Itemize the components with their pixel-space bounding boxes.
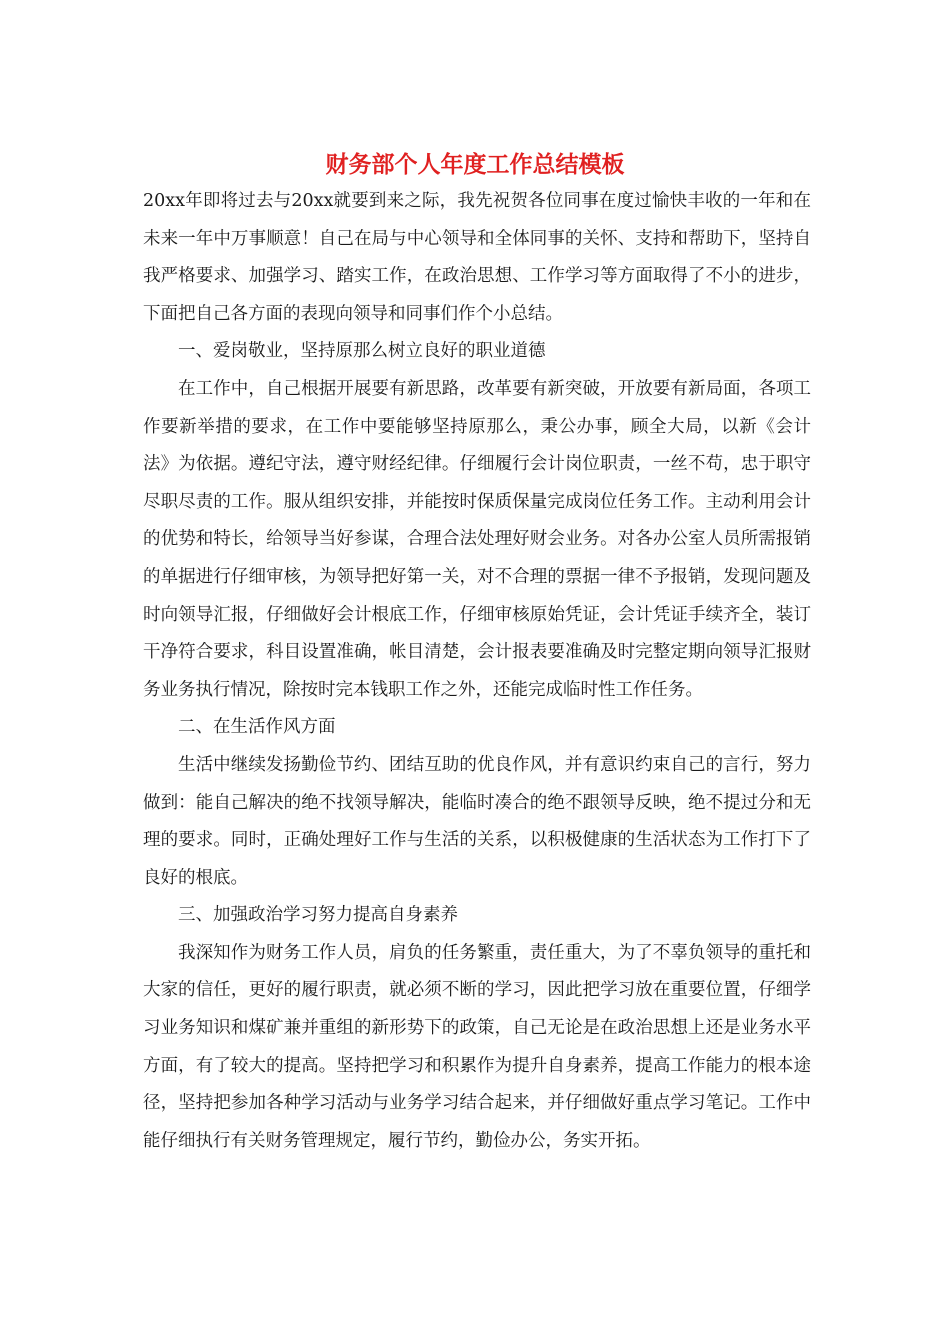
document-body — [143, 183, 811, 1160]
document-title: 财务部个人年度工作总结模板 — [325, 151, 625, 178]
paragraph-section-3: 我深知作为财务工作人员，肩负的任务繁重，责任重大，为了不辜负领导的重托和大家的信任，更好的履行职责，就必须不断的学习，因此把学习放在重要位置，仔细学习业务知识和煤矿兼并重组的新形势下的政策，自己无论是在政治思想上还是业务水平方面，有了较大的提高。坚持把学习和积累作为提升自身素养，提高工作能力的根本途径，坚持把参加各种学习活动与业务学习结合起来，并仔细做好重点学习笔记。工作中能仔细执行有关财务管理规定，履行节约，勤俭办公，务实开拓。 — [143, 942, 811, 1151]
paragraph-section-1: 在工作中，自己根据开展要有新思路，改革要有新突破，开放要有新局面，各项工作要新举措的要求，在工作中要能够坚持原那么，秉公办事，顾全大局，以新《会计法》为依据。遵纪守法，遵守财经纪律。仔细履行会计岗位职责，一丝不苟，忠于职守尽职尽责的工作。服从组织安排，并能按时保质保量完成岗位任务工作。主动利用会计的优势和特长，给领导当好参谋，合理合法处理好财会业务。对各办公室人员所需报销的单据进行仔细审核，为领导把好第一关，对不合理的票据一律不予报销，发现问题及时向领导汇报，仔细做好会计根底工作，仔细审核原始凭证，会计凭证手续齐全，装订干净符合要求，科目设置准确，帐目清楚，会计报表要准确及时完整定期向领导汇报财务业务执行情况，除按时完本钱职工作之外，还能完成临时性工作任务。 — [143, 378, 811, 700]
paragraph-section-2: 生活中继续发扬勤俭节约、团结互助的优良作风，并有意识约束自己的言行，努力做到：能自己解决的绝不找领导解决，能临时凑合的绝不跟领导反映，绝不提过分和无理的要求。同时，正确处理好工作与生活的关系，以积极健康的生活状态为工作打下了良好的根底。 — [143, 754, 811, 888]
section-heading-2: 二、在生活作风方面 — [178, 717, 336, 738]
paragraph-intro: 20xx年即将过去与20xx就要到来之际，我先祝贺各位同事在度过愉快丰收的一年和在未来一年中万事顺意！自己在局与中心领导和全体同事的关怀、支持和帮助下，坚持自我严格要求、加强学习、踏实工作，在政治思想、工作学习等方面取得了不小的进步，下面把自己各方面的表现向领导和同事们作个小总结。 — [143, 191, 811, 324]
section-heading-1: 一、爱岗敬业，坚持原那么树立良好的职业道德 — [178, 341, 546, 362]
section-heading-3: 三、加强政治学习努力提高自身素养 — [178, 905, 458, 926]
